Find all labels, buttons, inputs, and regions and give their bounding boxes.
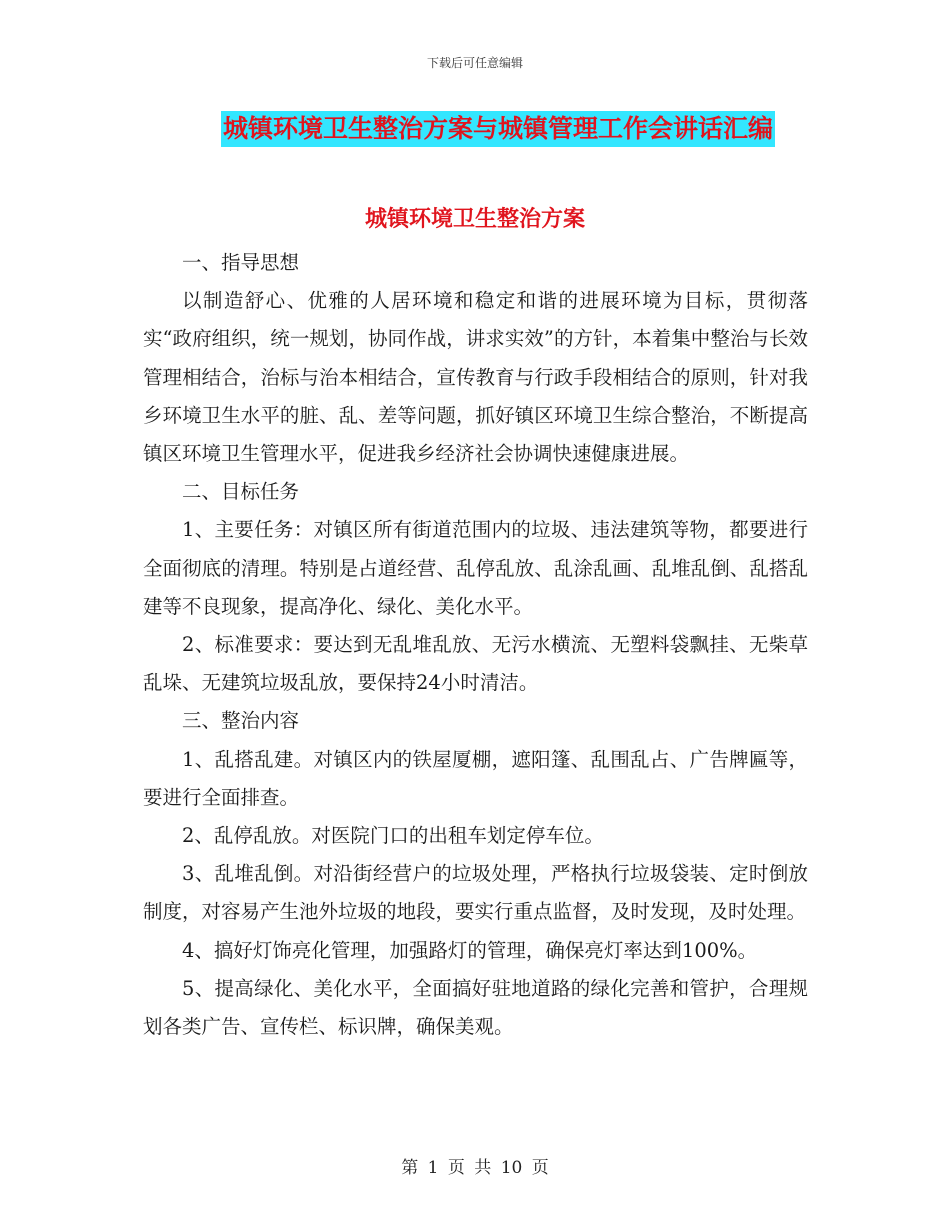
heading-objectives: 二、目标任务 [182, 480, 300, 504]
paragraph-item-5: 5、提高绿化、美化水平，全面搞好驻地道路的绿化完善和管护，合理规划各类广告、宣传栏、标识牌，确保美观。 [143, 976, 808, 1039]
paragraph-standards: 2、标准要求：要达到无乱堆乱放、无污水横流、无塑料袋飘挂、无柴草乱垛、无建筑垃圾乱放，要保持24小时清洁。 [143, 633, 808, 695]
page-header-note: 下载后可任意编辑 [426, 56, 523, 70]
paragraph-item-4: 4、搞好灯饰亮化管理，加强路灯的管理，确保亮灯率达到100%。 [182, 938, 758, 962]
heading-guiding-ideology: 一、指导思想 [182, 251, 300, 274]
page-number: 第 1 页 共 10 页 [401, 1158, 549, 1178]
paragraph-guiding-ideology: 以制造舒心、优雅的人居环境和稳定和谐的进展环境为目标，贯彻落实“政府组织，统一规划，协同作战，讲求实效”的方针，本着集中整治与长效管理相结合，治标与治本相结合，宣传教育与行政手段相结合的原则，针对我乡环境卫生水平的脏、乱、差等问题，抓好镇区环境卫生综合整治，不断提高镇区环境卫生管理水平，促进我乡经济社会协调快速健康进展。 [143, 289, 808, 466]
heading-rectification-content: 三、整治内容 [182, 709, 300, 733]
section-title: 城镇环境卫生整治方案 [364, 206, 585, 232]
paragraph-item-3: 3、乱堆乱倒。对沿街经营户的垃圾处理，严格执行垃圾袋装、定时倒放制度，对容易产生池外垃圾的地段，要实行重点监督，及时发现，及时处理。 [143, 862, 808, 924]
document-body [143, 244, 808, 1046]
paragraph-main-tasks: 1、主要任务：对镇区所有街道范围内的垃圾、违法建筑等物，都要进行全面彻底的清理。特别是占道经营、乱停乱放、乱涂乱画、乱堆乱倒、乱搭乱建等不良现象，提高净化、绿化、美化水平。 [143, 518, 808, 618]
paragraph-item-1: 1、乱搭乱建。对镇区内的铁屋厦棚，遮阳篷、乱围乱占、广告牌匾等，要进行全面排查。 [143, 747, 808, 809]
paragraph-item-2: 2、乱停乱放。对医院门口的出租车划定停车位。 [182, 824, 604, 848]
document-main-title [0, 111, 950, 147]
main-title-text: 城镇环境卫生整治方案与城镇管理工作会讲话汇编 [221, 111, 775, 147]
